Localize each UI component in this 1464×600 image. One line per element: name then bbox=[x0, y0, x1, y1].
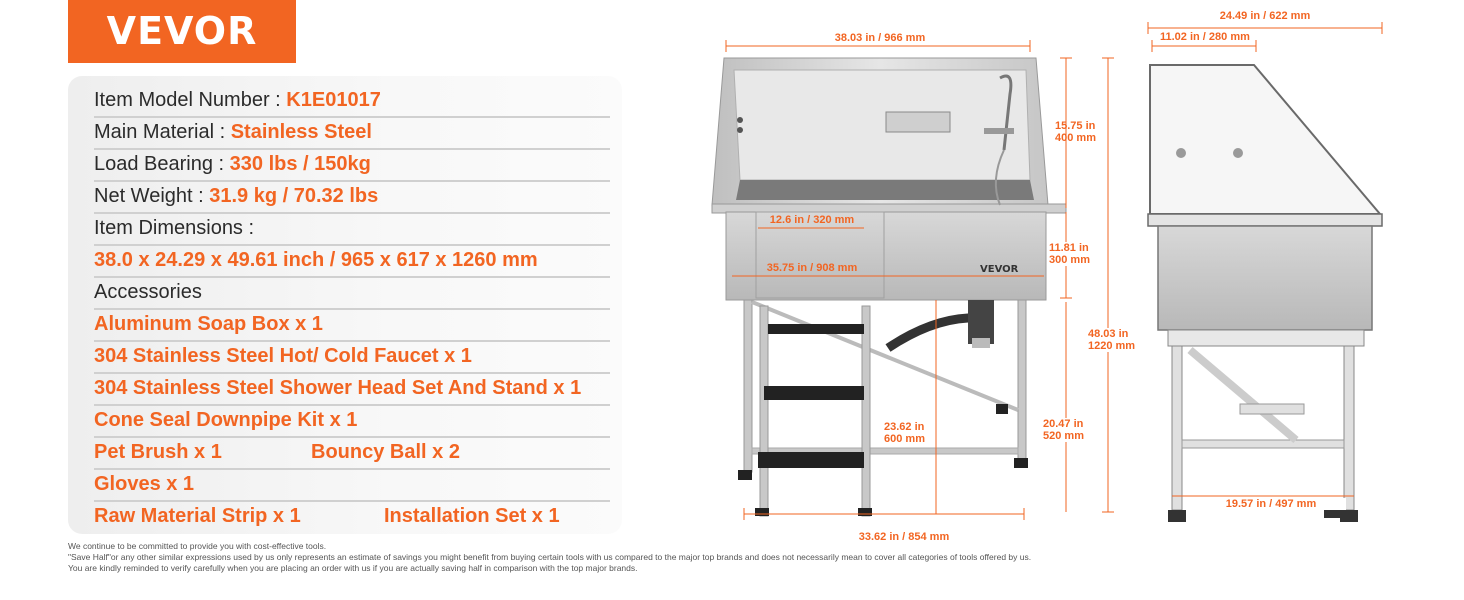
dim-door-width: 12.6 in / 320 mm bbox=[769, 214, 855, 226]
side-stand bbox=[1168, 330, 1364, 522]
spec-label: Main Material bbox=[94, 121, 215, 143]
spec-row-material: Main Material : Stainless Steel bbox=[94, 116, 610, 150]
dim-backsplash-depth: 11.02 in / 280 mm bbox=[1160, 31, 1250, 43]
dimensions-value: 38.0 x 24.29 x 49.61 inch / 965 x 617 x 1260 mm bbox=[94, 244, 610, 278]
dim-width-top: 38.03 in / 966 mm bbox=[834, 32, 926, 44]
dim-base-width: 33.62 in / 854 mm bbox=[858, 531, 950, 543]
drain-pipe bbox=[888, 300, 994, 348]
accessory-item: Raw Material Strip x 1 Installation Set x 1 bbox=[94, 505, 560, 527]
footnote: We continue to be committed to provide you with cost-effective tools. bbox=[68, 541, 327, 551]
footnote: "Save Half"or any other similar expressions used by us only represents an estimate of savings you might benefit from buying certain tools with us compared to the major top brands and does not necessarily mean to cover all categories of tools offered by us. bbox=[68, 552, 1032, 562]
accessory-item: 304 Stainless Steel Hot/ Cold Faucet x 1 bbox=[94, 340, 610, 374]
dim-base-depth: 19.57 in / 497 mm bbox=[1196, 498, 1346, 510]
accessory-item: Pet Brush x 1 Bouncy Ball x 2 bbox=[94, 436, 610, 470]
dim-depth-top: 24.49 in / 622 mm bbox=[1219, 10, 1311, 22]
spec-value: Stainless Steel bbox=[230, 121, 372, 143]
side-tub bbox=[1148, 65, 1382, 330]
spec-label: Item Model Number bbox=[94, 89, 270, 111]
tub-logo: VEVOR bbox=[980, 264, 1019, 275]
accessory-item: Aluminum Soap Box x 1 bbox=[94, 308, 610, 342]
dim-backsplash-height: 15.75 in 400 mm bbox=[1055, 120, 1096, 144]
spec-row-weight: Net Weight : 31.9 kg / 70.32 lbs bbox=[94, 180, 610, 214]
accessory-item: Gloves x 1 bbox=[94, 468, 610, 502]
footnote: You are kindly reminded to verify carefully when you are placing an order with us if you are actually saving half in comparison with the top major brands. bbox=[68, 563, 638, 573]
spec-row-load: Load Bearing : 330 lbs / 150kg bbox=[94, 148, 610, 182]
accessories-heading: Accessories bbox=[94, 276, 610, 310]
spec-value: K1E01017 bbox=[286, 89, 381, 111]
spec-row-model: Item Model Number : K1E01017 bbox=[94, 84, 610, 118]
spec-row-dimensions: Item Dimensions : bbox=[94, 212, 610, 246]
accessory-item: Cone Seal Downpipe Kit x 1 bbox=[94, 404, 610, 438]
spec-value: 31.9 kg / 70.32 lbs bbox=[209, 185, 379, 207]
spec-value: 330 lbs / 150kg bbox=[229, 153, 371, 175]
steps bbox=[755, 306, 872, 516]
dim-inner-width: 35.75 in / 908 mm bbox=[766, 262, 858, 274]
dim-leg-height: 20.47 in 520 mm bbox=[1043, 418, 1084, 442]
vevor-logo: VEVOR bbox=[68, 0, 296, 63]
dim-total-height: 48.03 in 1220 mm bbox=[1088, 328, 1136, 352]
spec-label: Load Bearing bbox=[94, 153, 213, 175]
dim-step-height: 23.62 in 600 mm bbox=[884, 421, 925, 445]
accessory-item: 304 Stainless Steel Shower Head Set And Stand x 1 bbox=[94, 372, 610, 406]
dim-tub-height: 11.81 in 300 mm bbox=[1049, 242, 1090, 266]
spec-label: Item Dimensions bbox=[94, 217, 243, 239]
spec-label: Net Weight bbox=[94, 185, 193, 207]
